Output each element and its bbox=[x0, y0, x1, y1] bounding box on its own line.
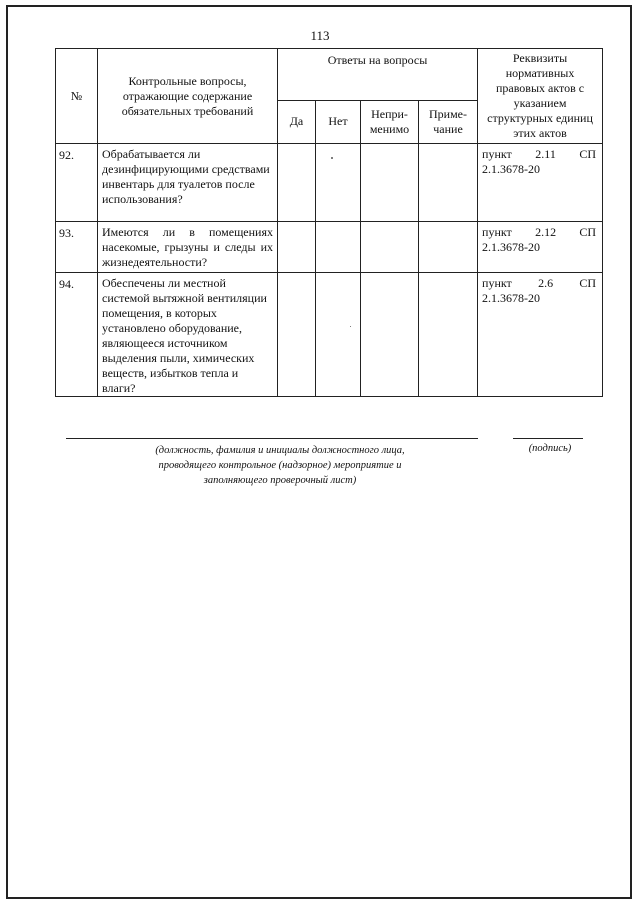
reference-document: 2.1.3678-20 bbox=[482, 162, 541, 176]
scan-speck bbox=[350, 326, 351, 327]
cell-yes[interactable] bbox=[278, 273, 316, 397]
reference-code: СП bbox=[579, 225, 597, 239]
signature-label: (подпись) bbox=[528, 443, 572, 454]
cell-no[interactable] bbox=[316, 144, 361, 222]
table-header-row bbox=[56, 49, 603, 101]
header-note bbox=[419, 100, 478, 143]
reference-item: 2.11 bbox=[535, 147, 556, 161]
reference-document: 2.1.3678-20 bbox=[482, 291, 541, 305]
header-note-line1: Приме- bbox=[429, 106, 468, 121]
cell-note[interactable] bbox=[419, 273, 478, 397]
cell-no[interactable] bbox=[316, 222, 361, 273]
header-not-applicable-line2: менимо bbox=[369, 121, 410, 136]
reference-word: пункт bbox=[482, 276, 512, 290]
reference-item: 2.12 bbox=[535, 225, 557, 239]
header-no: Нет bbox=[316, 100, 361, 143]
position-signature-line bbox=[66, 438, 478, 439]
row-reference bbox=[478, 273, 603, 397]
header-question: Контрольные вопросы, отражающие содержание обязательных требований bbox=[98, 49, 278, 144]
row-number: 93. bbox=[56, 222, 98, 273]
reference-code: СП bbox=[579, 147, 597, 161]
cell-not-applicable[interactable] bbox=[361, 273, 419, 397]
cell-note[interactable] bbox=[419, 222, 478, 273]
table-row bbox=[56, 144, 603, 222]
signature-line bbox=[513, 438, 583, 439]
table-row bbox=[56, 273, 603, 397]
reference-code: СП bbox=[579, 276, 597, 290]
row-question: Обрабатывается ли дезинфицирующими средствами инвентарь для туалетов после использования? bbox=[98, 144, 278, 222]
cell-yes[interactable] bbox=[278, 222, 316, 273]
row-question: Имеются ли в помещениях насекомые, грызуны и следы их жизнедеятельности? bbox=[98, 222, 278, 273]
row-number: 94. bbox=[56, 273, 98, 397]
reference-word: пункт bbox=[482, 225, 512, 239]
reference-word: пункт bbox=[482, 147, 512, 161]
page-number: 113 bbox=[310, 28, 330, 43]
header-not-applicable-line1: Непри- bbox=[371, 106, 408, 121]
cell-not-applicable[interactable] bbox=[361, 144, 419, 222]
reference-item: 2.6 bbox=[538, 276, 554, 290]
header-note-line2: чание bbox=[433, 121, 463, 136]
row-reference bbox=[478, 222, 603, 273]
cell-not-applicable[interactable] bbox=[361, 222, 419, 273]
position-caption: (должность, фамилия и инициалы должностного лица, проводящего контрольное (надзорное) мероприятие и заполняющего проверочный лист) bbox=[155, 445, 405, 487]
checklist-table bbox=[55, 48, 603, 397]
cell-yes[interactable] bbox=[278, 144, 316, 222]
row-question: Обеспечены ли местной системой вытяжной вентиляции помещения, в которых установлено оборудование, являющееся источником выделения пыли, химических веществ, избытков тепла и влаги? bbox=[98, 273, 278, 397]
row-reference bbox=[478, 144, 603, 222]
header-requisites: Реквизиты нормативных правовых актов с указанием структурных единиц этих актов bbox=[478, 49, 603, 144]
header-answers: Ответы на вопросы bbox=[278, 49, 478, 101]
scan-speck bbox=[331, 157, 333, 159]
table-row bbox=[56, 222, 603, 273]
header-yes: Да bbox=[278, 100, 316, 143]
cell-no[interactable] bbox=[316, 273, 361, 397]
row-number: 92. bbox=[56, 144, 98, 222]
header-not-applicable bbox=[361, 100, 419, 143]
header-number: № bbox=[56, 49, 98, 144]
cell-note[interactable] bbox=[419, 144, 478, 222]
reference-document: 2.1.3678-20 bbox=[482, 240, 541, 254]
